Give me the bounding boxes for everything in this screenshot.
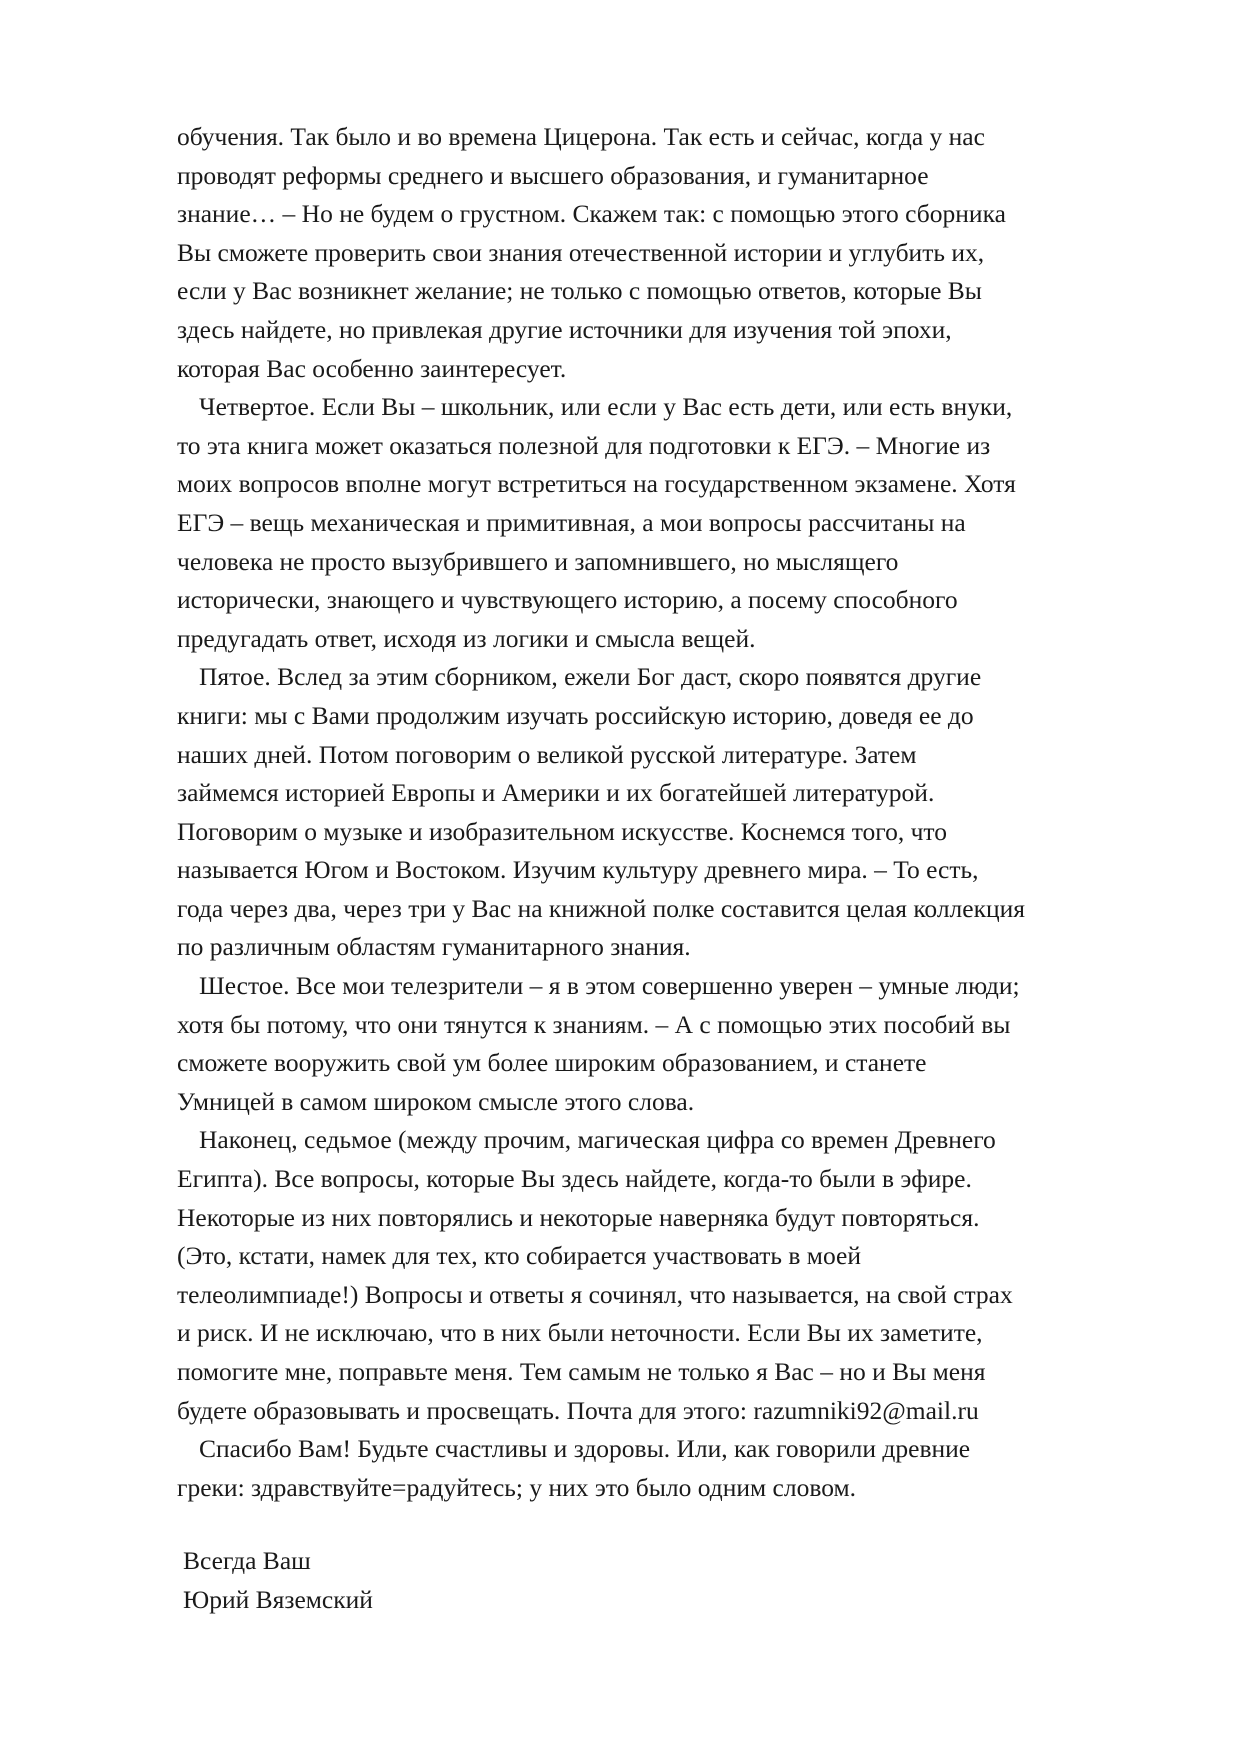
text-line: исторически, знающего и чувствующего историю, а посему способного	[177, 585, 958, 615]
paragraph-1	[177, 118, 1177, 388]
text-line: называется Югом и Востоком. Изучим культуру древнего мира. – То есть,	[177, 855, 979, 885]
text-line: телеолимпиаде!) Вопросы и ответы я сочинял, что называется, на свой страх	[177, 1279, 1013, 1309]
text-line: Поговорим о музыке и изобразительном искусстве. Коснемся того, что	[177, 816, 947, 846]
text-line: Вы сможете проверить свои знания отечественной истории и углубить их,	[177, 237, 985, 267]
text-line: Египта). Все вопросы, которые Вы здесь найдете, когда-то были в эфире.	[177, 1164, 972, 1194]
text-line: книги: мы с Вами продолжим изучать российскую историю, доведя ее до	[177, 700, 974, 730]
text-line: которая Вас особенно заинтересует.	[177, 353, 567, 383]
text-line: предугадать ответ, исходя из логики и смысла вещей.	[177, 623, 756, 653]
paragraph-6	[177, 1430, 1177, 1507]
paragraph-4	[177, 967, 1177, 1121]
signature-block	[183, 1542, 373, 1619]
text-line: греки: здравствуйте=радуйтесь; у них это было одним словом.	[177, 1472, 856, 1502]
text-line: Четвертое. Если Вы – школьник, или если у Вас есть дети, или есть внуки,	[199, 392, 1013, 422]
text-line: года через два, через три у Вас на книжной полке составится целая коллекция	[177, 893, 1026, 923]
text-line: обучения. Так было и во времена Цицерона. Так есть и сейчас, когда у нас	[177, 122, 985, 151]
text-line: по различным областям гуманитарного знания.	[177, 932, 691, 962]
text-line: хотя бы потому, что они тянутся к знаниям. – А с помощью этих пособий вы	[177, 1009, 1011, 1039]
text-line: займемся историей Европы и Америки и их богатейшей литературой.	[177, 778, 935, 808]
text-line: сможете вооружить свой ум более широким образованием, и станете	[177, 1048, 927, 1078]
text-line: то эта книга может оказаться полезной для подготовки к ЕГЭ. – Многие из	[177, 430, 991, 460]
text-line: Спасибо Вам! Будьте счастливы и здоровы. Или, как говорили древние	[199, 1434, 971, 1464]
text-line: знание… – Но не будем о грустном. Скажем так: с помощью этого сборника	[177, 199, 1006, 229]
paragraph-3	[177, 658, 1177, 967]
text-line: будете образовывать и просвещать. Почта для этого: razumniki92@mail.ru	[177, 1395, 979, 1425]
text-line: и риск. И не исключаю, что в них были неточности. Если Вы их заметите,	[177, 1318, 983, 1348]
text-line: моих вопросов вполне могут встретиться на государственном экзамене. Хотя	[177, 469, 1016, 499]
text-line: Пятое. Вслед за этим сборником, ежели Бог даст, скоро появятся другие	[199, 662, 982, 692]
text-line: Наконец, седьмое (между прочим, магическая цифра со времен Древнего	[199, 1125, 996, 1155]
text-line: ЕГЭ – вещь механическая и примитивная, а мои вопросы рассчитаны на	[177, 507, 966, 537]
text-line: (Это, кстати, намек для тех, кто собирается участвовать в моей	[177, 1241, 861, 1271]
text-line: если у Вас возникнет желание; не только с помощью ответов, которые Вы	[177, 276, 982, 306]
paragraph-5	[177, 1121, 1177, 1430]
text-line: Некоторые из них повторялись и некоторые наверняка будут повторяться.	[177, 1202, 980, 1232]
text-line: человека не просто вызубрившего и запомнившего, но мыслящего	[177, 546, 899, 576]
text-line: здесь найдете, но привлекая другие источники для изучения той эпохи,	[177, 314, 952, 344]
paragraph-2	[177, 388, 1177, 658]
text-line: проводят реформы среднего и высшего образования, и гуманитарное	[177, 160, 929, 190]
text-line: Шестое. Все мои телезрители – я в этом совершенно уверен – умные люди;	[199, 971, 1020, 1001]
text-line: помогите мне, поправьте меня. Тем самым не только я Вас – но и Вы меня	[177, 1357, 986, 1386]
body-text	[177, 118, 1177, 1507]
text-line: Умницей в самом широком смысле этого слова.	[177, 1086, 695, 1116]
signature-author: Юрий Вяземский	[183, 1584, 373, 1614]
signature-closing: Всегда Ваш	[183, 1546, 311, 1575]
text-line: наших дней. Потом поговорим о великой русской литературе. Затем	[177, 739, 917, 769]
